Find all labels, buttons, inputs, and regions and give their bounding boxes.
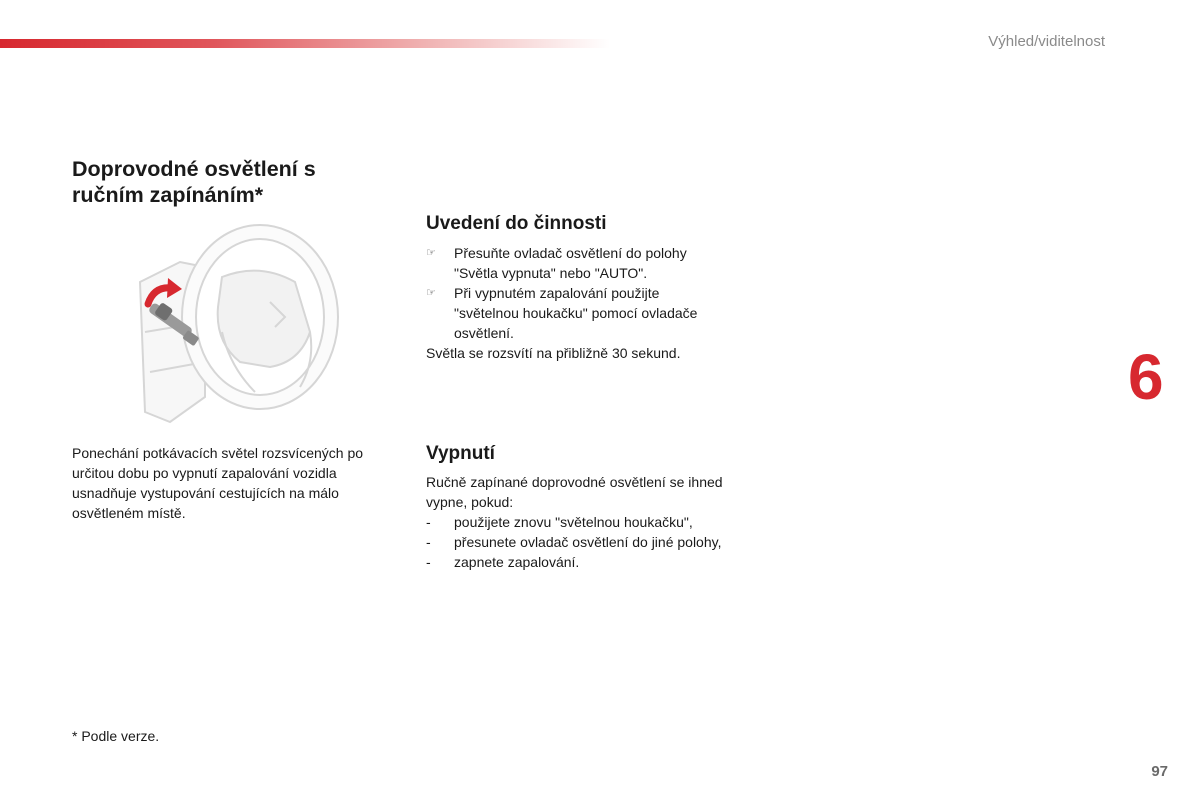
list-item-text: zapnete zapalování. [454,554,580,570]
list-item-text: použijete znovu "světelnou houkačku", [454,514,693,530]
page-number: 97 [1151,763,1168,780]
activation-heading: Uvedení do činnosti [426,213,607,234]
deactivation-intro: Ručně zapínané doprovodné osvětlení se ihned vypne, pokud: [426,474,723,510]
section-header: Výhled/viditelnost [988,33,1105,50]
intro-paragraph: Ponechání potkávacích světel rozsvícených po určitou dobu po vypnutí zapalování vozidla usnadňuje vystupování cestujících na málo osvětleném místě. [72,445,364,521]
page-title [72,156,392,208]
deactivation-heading: Vypnutí [426,443,495,464]
list-item-text: přesunete ovladač osvětlení do jiné polohy, [454,534,722,550]
list-item: - použijete znovu "světelnou houkačku", [426,512,766,532]
steering-wheel-stalk-illustration [110,222,350,427]
activation-section [426,243,766,363]
chapter-number: 6 [1128,341,1164,413]
bullet-text: Přesuňte ovladač osvětlení do polohy [454,245,687,261]
list-item: - zapnete zapalování. [426,552,766,572]
hand-pointer-icon: ☞ [426,287,436,299]
page-title-line-2: ručním zapínáním* [72,183,264,207]
activation-note: Světla se rozsvítí na přibližně 30 sekund. [426,345,681,361]
hand-pointer-icon: ☞ [426,247,436,259]
page-title-line-1: Doprovodné osvětlení s [72,157,316,181]
bullet-text: osvětlení. [454,325,514,341]
deactivation-section [426,472,766,572]
bullet-text: "Světla vypnuta" nebo "AUTO". [454,265,648,281]
header-accent-bar [0,39,610,48]
footnote: * Podle verze. [72,728,160,744]
bullet-text: "světelnou houkačku" pomocí ovladače [454,305,698,321]
list-item [426,283,766,343]
list-item [426,243,766,283]
list-item: - přesunete ovladač osvětlení do jiné polohy, [426,532,766,552]
bullet-text: Při vypnutém zapalování použijte [454,285,660,301]
